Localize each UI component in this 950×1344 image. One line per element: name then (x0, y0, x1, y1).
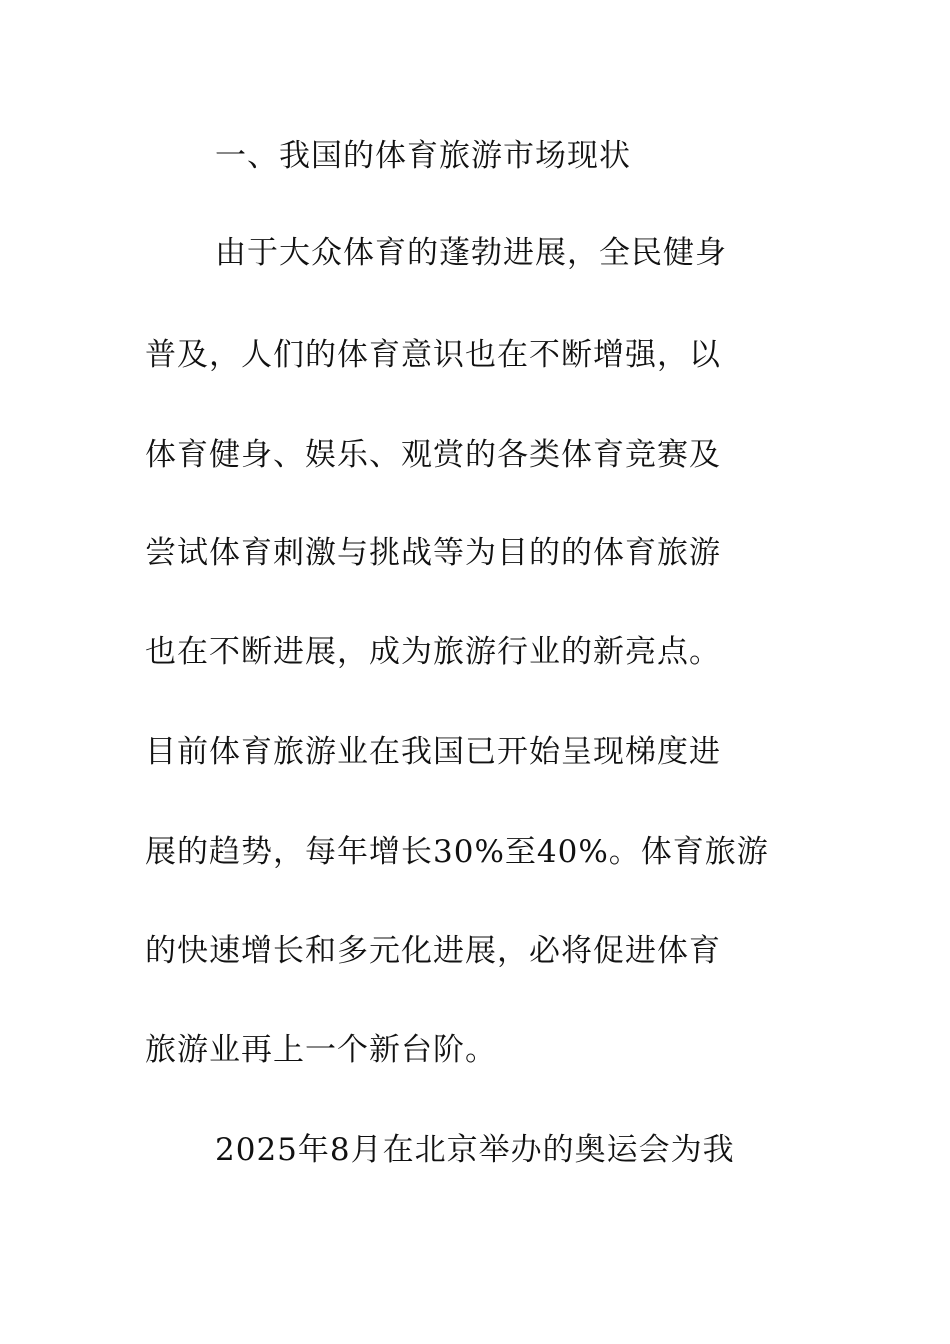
paragraph-line: 旅游业再上一个新台阶。 (145, 1032, 497, 1068)
section-heading: 一、我国的体育旅游市场现状 (215, 138, 631, 174)
paragraph-line: 也在不断进展，成为旅游行业的新亮点。 (145, 634, 721, 670)
paragraph-line: 尝试体育刺激与挑战等为目的的体育旅游 (145, 535, 721, 571)
paragraph-line: 体育健身、娱乐、观赏的各类体育竞赛及 (145, 437, 721, 473)
paragraph-line: 由于大众体育的蓬勃进展，全民健身 (215, 235, 727, 271)
paragraph-line: 2025年8月在北京举办的奥运会为我 (215, 1132, 735, 1168)
paragraph-line: 的快速增长和多元化进展，必将促进体育 (145, 933, 721, 969)
paragraph-line: 目前体育旅游业在我国已开始呈现梯度进 (145, 734, 721, 770)
paragraph-line: 普及，人们的体育意识也在不断增强，以 (145, 337, 721, 373)
paragraph-line: 展的趋势，每年增长30%至40%。体育旅游 (145, 834, 769, 870)
